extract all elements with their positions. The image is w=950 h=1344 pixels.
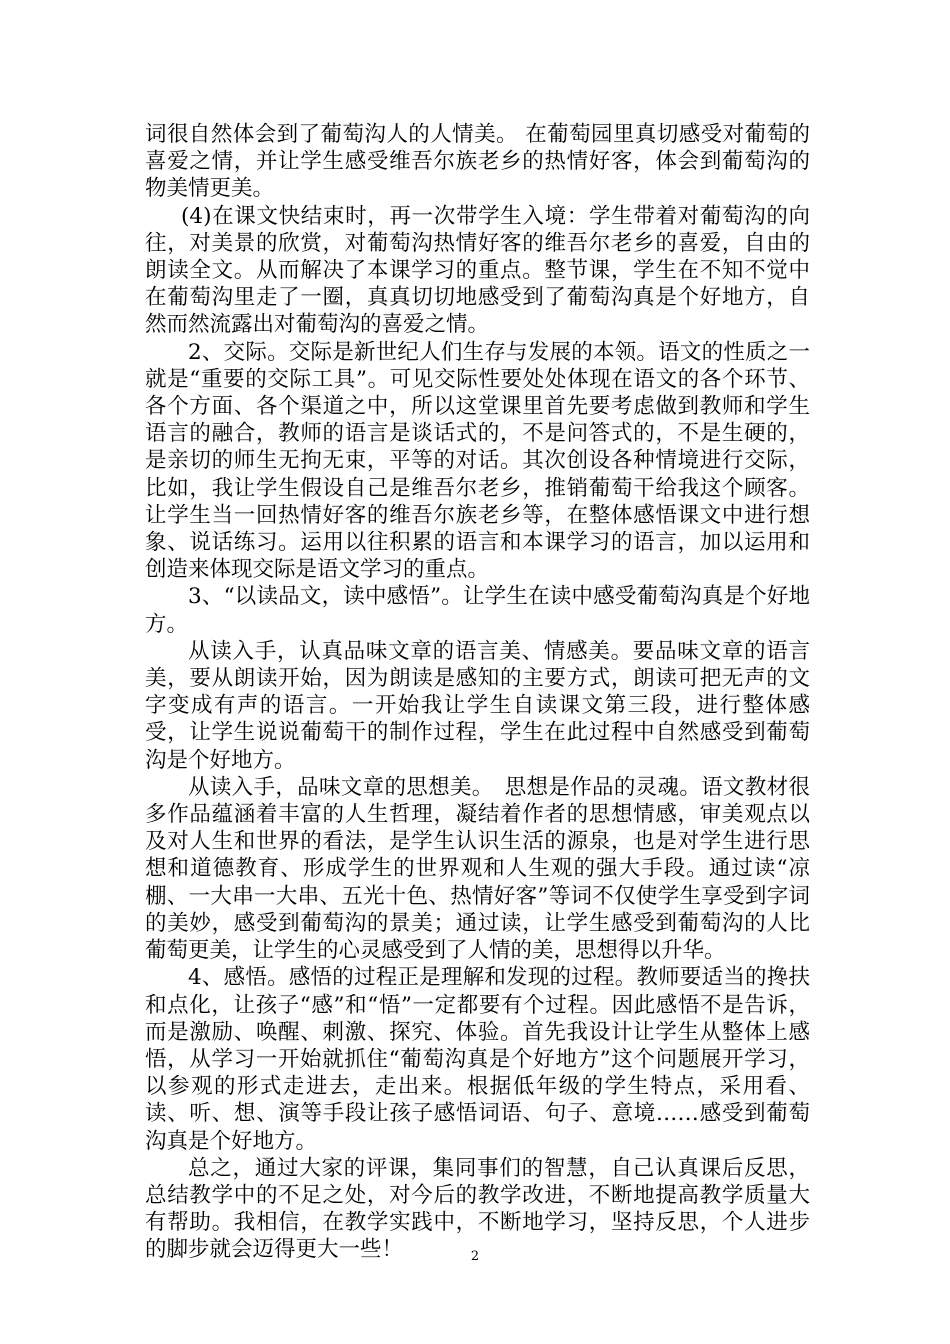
document-body	[145, 121, 810, 1264]
paragraph-perception: 4、感悟。感悟的过程正是理解和发现的过程。教师要适当的搀扶和点化，让孩子“感”和“悟”一定都要有个过程。因此感悟不是告诉，而是激励、唤醒、刺激、探究、体验。首先我设计让学生从整体上感悟，从学习一开始就抓住“葡萄沟真是个好地方”这个问题展开学习，以参观的形式走进去，走出来。根据低年级的学生特点，采用看、读、听、想、演等手段让孩子感悟词语、句子、意境……感受到葡萄沟真是个好地方。	[145, 965, 810, 1154]
paragraph-communication: 2、交际。交际是新世纪人们生存与发展的本领。语文的性质之一就是“重要的交际工具”。可见交际性要处处体现在语文的各个环节、各个方面、各个渠道之中，所以这堂课里首先要考虑做到教师和学生语言的融合，教师的语言是谈话式的，不是问答式的，不是生硬的，是亲切的师生无拘无束，平等的对话。其次创设各种情境进行交际，比如，我让学生假设自己是维吾尔老乡，推销葡萄干给我这个顾客。让学生当一回热情好客的维吾尔族老乡等，在整体感悟课文中进行想象、说话练习。运用以往积累的语言和本课学习的语言，加以运用和创造来体现交际是语文学习的重点。	[145, 339, 810, 583]
page-number: 2	[470, 1249, 480, 1264]
paragraph-continuation: 词很自然体会到了葡萄沟人的人情美。 在葡萄园里真切感受对葡萄的喜爱之情，并让学生感受维吾尔族老乡的热情好客，体会到葡萄沟的物美情更美。	[145, 122, 810, 202]
paragraph-thought-beauty: 从读入手，品味文章的思想美。 思想是作品的灵魂。语文教材很多作品蕴涵着丰富的人生哲理，凝结着作者的思想情感，审美观点以及对人生和世界的看法，是学生认识生活的源泉，也是对学生进行思想和道德教育、形成学生的世界观和人生观的强大手段。通过读“凉棚、一大串一大串、五光十色、热情好客”等词不仅使学生享受到字词的美妙，感受到葡萄沟的景美；通过读，让学生感受到葡萄沟的人比葡萄更美，让学生的心灵感受到了人情的美，思想得以升华。	[145, 774, 810, 964]
paragraph-point-4: (4)在课文快结束时，再一次带学生入境：学生带着对葡萄沟的向往，对美景的欣赏，对葡萄沟热情好客的维吾尔老乡的喜爱，自由的朗读全文。从而解决了本课学习的重点。整节课，学生在不知不觉中在葡萄沟里走了一圈，真真切切地感受到了葡萄沟真是个好地方，自然而然流露出对葡萄沟的喜爱之情。	[145, 203, 810, 338]
paragraph-reading-heading: 3、“以读品文，读中感悟”。让学生在读中感受葡萄沟真是个好地方。	[145, 584, 810, 637]
paragraph-language-beauty: 从读入手，认真品味文章的语言美、情感美。要品味文章的语言美，要从朗读开始，因为朗读是感知的主要方式，朗读可把无声的文字变成有声的语言。一开始我让学生自读课文第三段，进行整体感受，让学生说说葡萄干的制作过程，学生在此过程中自然感受到葡萄沟是个好地方。	[145, 638, 810, 773]
paragraph-summary: 总之，通过大家的评课，集同事们的智慧，自己认真课后反思，总结教学中的不足之处，对今后的教学改进，不断地提高教学质量大有帮助。我相信，在教学实践中，不断地学习，坚持反思，个人进步的脚步就会迈得更大一些！	[145, 1155, 810, 1263]
